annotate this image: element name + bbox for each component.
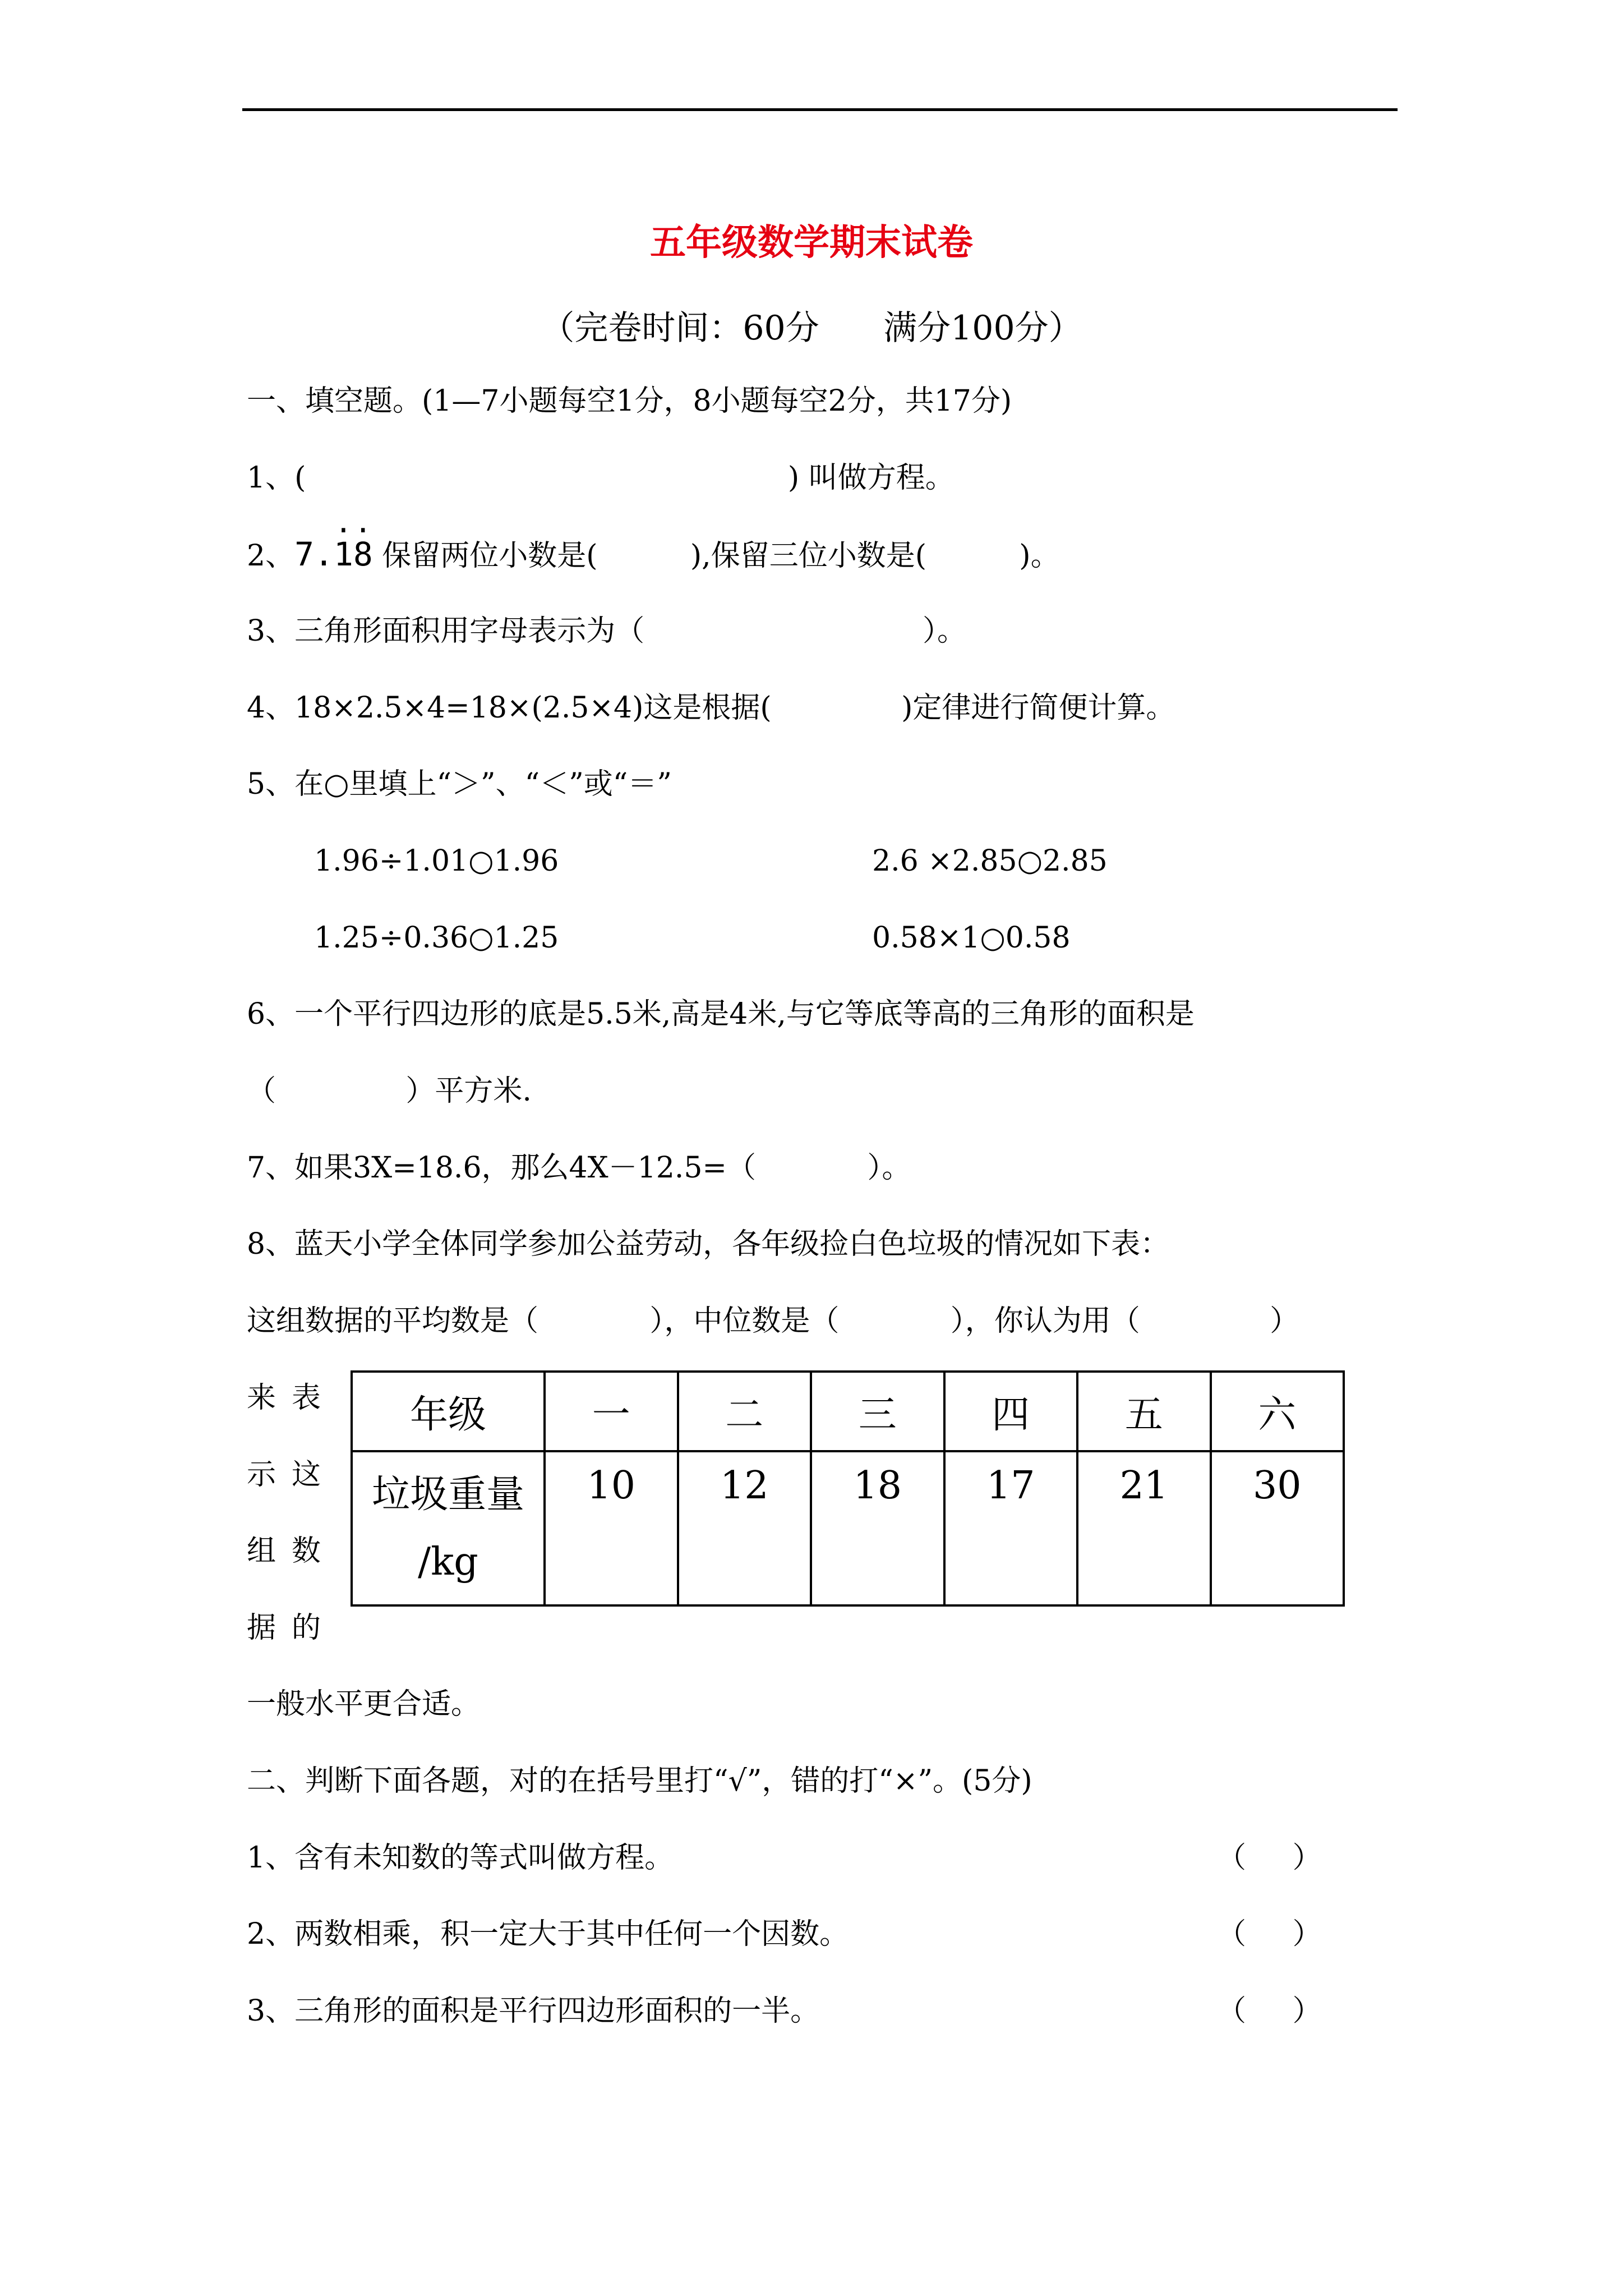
repeating-decimal-whole: 7. (294, 535, 334, 573)
section1-heading: 一、填空题。(1—7小题每空1分，8小题每空2分，共17分) (247, 384, 1012, 418)
judge-item-1: 1、含有未知数的等式叫做方程。 (247, 1841, 674, 1875)
table-cell: 12 (678, 1451, 811, 1605)
question-4: 4、18×2.5×4=18×(2.5×4)这是根据( )定律进行简便计算。 (247, 691, 1175, 725)
table-cell: 17 (944, 1451, 1078, 1605)
table-header-cell: 六 (1211, 1372, 1344, 1451)
table-header-cell: 四 (944, 1372, 1078, 1451)
garbage-weight-table (351, 1370, 1345, 1607)
repeating-digit-1: · 1 (334, 532, 353, 577)
table-header-cell: 年级 (352, 1372, 545, 1451)
table-cell: 21 (1077, 1451, 1211, 1605)
question-8-side-4: 据的 (247, 1611, 337, 1645)
compare-item-1: 1.96÷1.01○1.96 (314, 844, 559, 878)
question-2-text: 保留两位小数是( ),保留三位小数是( )。 (372, 539, 1060, 573)
question-6-line2: （ ）平方米. (247, 1074, 532, 1108)
table-row-label (352, 1451, 545, 1605)
table-header-row (352, 1372, 1344, 1451)
judge-answer-2: （ ） (1217, 1917, 1322, 1951)
judge-answer-3: （ ） (1217, 1994, 1322, 2028)
table-header-cell: 二 (678, 1372, 811, 1451)
question-5: 5、在○里填上“＞”、“＜”或“＝” (247, 767, 672, 801)
question-2 (247, 532, 1060, 578)
table-cell: 10 (545, 1451, 678, 1605)
compare-item-4: 0.58×1○0.58 (872, 921, 1071, 955)
question-1: 1、( ) 叫做方程。 (247, 461, 955, 495)
question-8-side-1: 来表 (247, 1381, 337, 1415)
row-label-line2: /kg (418, 1539, 478, 1584)
question-3: 3、三角形面积用字母表示为（ ）。 (247, 614, 966, 648)
question-8-side-2: 示这 (247, 1458, 337, 1492)
compare-item-3: 1.25÷0.36○1.25 (314, 921, 559, 955)
row-label-line1: 垃圾重量 (371, 1472, 524, 1517)
table-header-cell: 三 (811, 1372, 944, 1451)
compare-item-2: 2.6 ×2.85○2.85 (872, 844, 1108, 878)
section2-heading: 二、判断下面各题，对的在括号里打“√”，错的打“×”。(5分) (247, 1764, 1032, 1798)
question-8-line2: 这组数据的平均数是（ ），中位数是（ ），你认为用（ ） (247, 1304, 1299, 1338)
exam-info: （完卷时间：60分 满分100分） (541, 309, 1082, 348)
judge-answer-1: （ ） (1217, 1841, 1322, 1875)
judge-item-3: 3、三角形的面积是平行四边形面积的一半。 (247, 1994, 820, 2028)
question-6-line1: 6、一个平行四边形的底是5.5米,高是4米,与它等底等高的三角形的面积是 (247, 997, 1195, 1031)
table-cell: 18 (811, 1451, 944, 1605)
table-header-cell: 五 (1077, 1372, 1211, 1451)
question-8-side-3: 组数 (247, 1534, 337, 1568)
question-8-line1: 8、蓝天小学全体同学参加公益劳动，各年级捡白色垃圾的情况如下表： (247, 1227, 1170, 1261)
question-7: 7、如果3X=18.6，那么4X－12.5=（ ）。 (247, 1151, 911, 1185)
table-cell: 30 (1211, 1451, 1344, 1605)
table-row (352, 1451, 1344, 1605)
question-2-prefix: 2、 (247, 539, 295, 573)
question-8-end: 一般水平更合适。 (247, 1687, 481, 1721)
judge-item-2: 2、两数相乘，积一定大于其中任何一个因数。 (247, 1917, 849, 1951)
header-rule (242, 108, 1398, 111)
repeating-digit-8: · 8 (353, 532, 373, 577)
page-title: 五年级数学期末试卷 (650, 222, 973, 264)
table-header-cell: 一 (545, 1372, 678, 1451)
